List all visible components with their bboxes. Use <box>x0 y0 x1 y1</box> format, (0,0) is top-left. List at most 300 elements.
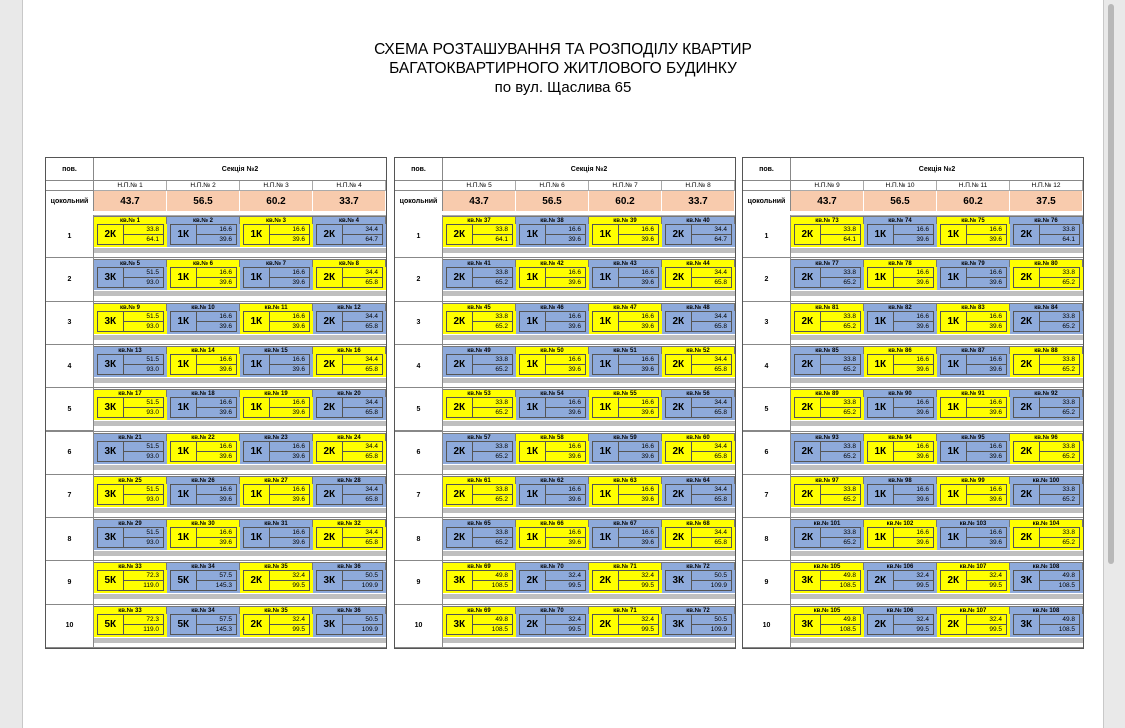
total-area: 119.0 <box>143 625 159 633</box>
floor-divider <box>46 604 386 605</box>
total-area: 39.6 <box>292 452 305 460</box>
apartment-cell <box>794 441 861 462</box>
apartment-cell <box>243 354 310 375</box>
living-area: 50.5 <box>692 571 731 581</box>
apartment-number: кв.№ 50 <box>516 346 589 354</box>
floor-number: 1 <box>46 215 94 258</box>
room-type: 5К <box>98 615 124 634</box>
section-table-3 <box>742 157 1084 649</box>
apartment-areas <box>270 485 309 504</box>
apartment-areas <box>692 355 731 374</box>
apartment-number: кв.№ 43 <box>589 259 662 267</box>
apartment-cell <box>665 311 732 332</box>
total-area: 65.2 <box>1062 365 1075 373</box>
living-area: 34.4 <box>343 398 382 408</box>
total-area: 99.5 <box>916 582 929 590</box>
apartment-areas <box>343 571 382 590</box>
living-area: 49.8 <box>1040 615 1079 625</box>
room-type: 2К <box>795 442 821 461</box>
apartment-areas <box>894 528 933 547</box>
apartment-areas <box>270 528 309 547</box>
total-area: 64.7 <box>714 236 727 243</box>
living-area: 16.6 <box>197 528 236 538</box>
apartment-cell <box>794 614 861 635</box>
apartment-number: кв.№ 104 <box>1010 519 1083 527</box>
section-table-1 <box>45 157 387 649</box>
room-type: 2К <box>317 225 343 244</box>
room-type: 2К <box>941 615 967 634</box>
apartment-areas <box>124 398 163 417</box>
apartment-number: кв.№ 107 <box>937 606 1010 614</box>
room-type: 1К <box>171 398 197 417</box>
apartment-cell <box>1013 224 1080 245</box>
apartment-cell <box>316 311 383 332</box>
living-area: 16.6 <box>619 225 658 235</box>
living-area: 33.8 <box>1040 355 1079 365</box>
total-area: 65.2 <box>843 409 856 417</box>
living-area: 32.4 <box>967 571 1006 581</box>
apartment-number: кв.№ 99 <box>937 476 1010 484</box>
apartment-areas <box>894 571 933 590</box>
total-area: 39.6 <box>916 322 929 330</box>
apartment-number: кв.№ 16 <box>313 346 386 354</box>
living-area: 16.6 <box>197 398 236 408</box>
np-label: Н.П.№ 5 <box>443 181 516 191</box>
living-area: 16.6 <box>270 398 309 408</box>
total-area: 39.6 <box>568 365 581 373</box>
apartment-number: кв.№ 86 <box>864 346 937 354</box>
apartment-areas <box>894 398 933 417</box>
apartment-areas <box>270 268 309 287</box>
apartment-areas <box>619 398 658 417</box>
living-area: 34.4 <box>692 225 731 235</box>
apartment-cell <box>592 527 659 548</box>
room-type: 2К <box>666 528 692 547</box>
living-area: 16.6 <box>619 312 658 322</box>
total-area: 64.1 <box>843 236 856 243</box>
floor-divider <box>395 387 735 388</box>
apartment-areas <box>619 355 658 374</box>
apartment-number: кв.№ 26 <box>167 476 240 484</box>
total-area: 39.6 <box>219 409 232 417</box>
room-type: 2К <box>447 485 473 504</box>
living-area: 49.8 <box>821 615 860 625</box>
apartment-cell <box>243 224 310 245</box>
apartment-cell <box>592 311 659 332</box>
floor-separator <box>443 335 735 340</box>
apartment-number: кв.№ 88 <box>1010 346 1083 354</box>
apartment-number: кв.№ 37 <box>443 216 516 224</box>
apartment-areas <box>546 268 585 287</box>
apartment-cell <box>243 614 310 635</box>
apartment-number: кв.№ 21 <box>94 433 167 441</box>
np-row-spacer <box>395 181 443 191</box>
apartment-cell <box>794 311 861 332</box>
total-area: 109.9 <box>361 582 378 590</box>
apartment-cell <box>97 527 164 548</box>
total-area: 109.9 <box>361 625 378 633</box>
living-area: 51.5 <box>124 398 163 408</box>
living-area: 33.8 <box>1040 398 1079 408</box>
room-type: 2К <box>795 528 821 547</box>
apartment-cell <box>243 570 310 591</box>
apartment-areas <box>1040 268 1079 287</box>
living-area: 16.6 <box>894 485 933 495</box>
living-area: 33.8 <box>821 312 860 322</box>
total-area: 39.6 <box>568 409 581 417</box>
apartment-number: кв.№ 36 <box>313 606 386 614</box>
apartment-areas <box>124 268 163 287</box>
apartment-cell <box>97 311 164 332</box>
living-area: 33.8 <box>124 225 163 235</box>
room-type: 2К <box>317 398 343 417</box>
total-area: 65.2 <box>495 409 508 417</box>
living-area: 16.6 <box>894 528 933 538</box>
floor-column-header: пов. <box>395 158 443 181</box>
apartment-cell <box>170 484 237 505</box>
living-area: 33.8 <box>821 398 860 408</box>
total-area: 108.5 <box>1058 582 1075 590</box>
living-area: 34.4 <box>692 355 731 365</box>
floor-separator <box>791 465 1083 470</box>
room-type: 5К <box>171 615 197 634</box>
apartment-number: кв.№ 52 <box>662 346 735 354</box>
apartment-cell <box>97 570 164 591</box>
apartment-number: кв.№ 71 <box>589 606 662 614</box>
apartment-cell <box>97 397 164 418</box>
apartment-areas <box>197 225 236 244</box>
living-area: 32.4 <box>619 571 658 581</box>
apartment-cell <box>170 354 237 375</box>
room-type: 2К <box>795 268 821 287</box>
apartment-areas <box>821 268 860 287</box>
total-area: 99.5 <box>989 582 1002 590</box>
living-area: 49.8 <box>473 571 512 581</box>
living-area: 32.4 <box>270 615 309 625</box>
room-type: 2К <box>244 615 270 634</box>
np-label: Н.П.№ 3 <box>240 181 313 191</box>
living-area: 51.5 <box>124 528 163 538</box>
floor-column-header: пов. <box>46 158 94 181</box>
total-area: 65.8 <box>714 409 727 417</box>
apartment-number: кв.№ 2 <box>167 216 240 224</box>
total-area: 39.6 <box>641 539 654 547</box>
vertical-scrollbar[interactable] <box>1108 4 1114 564</box>
floor-divider <box>395 344 735 345</box>
living-area: 16.6 <box>270 442 309 452</box>
floor-number: 4 <box>46 345 94 388</box>
total-area: 39.6 <box>219 539 232 547</box>
apartment-cell <box>665 224 732 245</box>
floor-divider <box>46 517 386 518</box>
living-area: 32.4 <box>270 571 309 581</box>
living-area: 32.4 <box>546 571 585 581</box>
np-area: 43.7 <box>94 191 167 211</box>
apartment-number: кв.№ 105 <box>791 562 864 570</box>
apartment-areas <box>821 225 860 244</box>
apartment-number: кв.№ 29 <box>94 519 167 527</box>
apartment-cell <box>316 397 383 418</box>
room-type: 2К <box>1014 312 1040 331</box>
room-type: 2К <box>1014 225 1040 244</box>
apartment-areas <box>619 615 658 634</box>
total-area: 99.5 <box>641 582 654 590</box>
apartment-cell <box>592 441 659 462</box>
living-area: 33.8 <box>821 225 860 235</box>
apartment-number: кв.№ 89 <box>791 389 864 397</box>
apartment-areas <box>473 355 512 374</box>
apartment-cell <box>243 267 310 288</box>
floor-divider <box>743 517 1083 518</box>
apartment-cell <box>170 441 237 462</box>
apartment-areas <box>343 312 382 331</box>
total-area: 108.5 <box>839 625 856 633</box>
room-type: 1К <box>593 398 619 417</box>
living-area: 51.5 <box>124 442 163 452</box>
apartment-number: кв.№ 74 <box>864 216 937 224</box>
apartment-number: кв.№ 80 <box>1010 259 1083 267</box>
apartment-areas <box>1040 355 1079 374</box>
room-type: 2К <box>666 485 692 504</box>
living-area: 34.4 <box>343 442 382 452</box>
living-area: 33.8 <box>473 268 512 278</box>
apartment-areas <box>124 615 163 634</box>
total-area: 65.2 <box>1062 409 1075 417</box>
apartment-number: кв.№ 11 <box>240 303 313 311</box>
apartment-number: кв.№ 45 <box>443 303 516 311</box>
floor-separator <box>443 594 735 599</box>
apartment-number: кв.№ 103 <box>937 519 1010 527</box>
floor-number: 7 <box>743 475 791 518</box>
room-type: 1К <box>593 442 619 461</box>
apartment-cell <box>519 441 586 462</box>
total-area: 39.6 <box>219 236 232 243</box>
floor-number: 4 <box>743 345 791 388</box>
apartment-number: кв.№ 70 <box>516 562 589 570</box>
total-area: 145.3 <box>215 582 232 590</box>
living-area: 50.5 <box>343 615 382 625</box>
apartment-areas <box>197 528 236 547</box>
apartment-number: кв.№ 95 <box>937 433 1010 441</box>
total-area: 39.6 <box>989 495 1002 503</box>
total-area: 65.2 <box>495 452 508 460</box>
living-area: 34.4 <box>343 268 382 278</box>
total-area: 99.5 <box>568 582 581 590</box>
total-area: 39.6 <box>219 365 232 373</box>
apartment-cell <box>97 354 164 375</box>
apartment-areas <box>1040 225 1079 244</box>
total-area: 65.2 <box>843 495 856 503</box>
room-type: 3К <box>317 615 343 634</box>
total-area: 93.0 <box>146 409 159 417</box>
room-type: 1К <box>520 442 546 461</box>
room-type: 1К <box>244 225 270 244</box>
apartment-cell <box>867 484 934 505</box>
apartment-number: кв.№ 35 <box>240 606 313 614</box>
floor-divider <box>395 301 735 302</box>
apartment-areas <box>546 528 585 547</box>
total-area: 39.6 <box>989 279 1002 287</box>
total-area: 39.6 <box>292 539 305 547</box>
apartment-number: кв.№ 18 <box>167 389 240 397</box>
living-area: 49.8 <box>1040 571 1079 581</box>
apartment-areas <box>894 312 933 331</box>
living-area: 16.6 <box>619 268 658 278</box>
floor-number: 5 <box>395 388 443 431</box>
total-area: 39.6 <box>641 365 654 373</box>
floor-divider <box>395 604 735 605</box>
apartment-number: кв.№ 106 <box>864 606 937 614</box>
total-area: 39.6 <box>292 495 305 503</box>
apartment-areas <box>894 355 933 374</box>
total-area: 39.6 <box>916 365 929 373</box>
total-area: 65.2 <box>843 279 856 287</box>
np-area: 43.7 <box>443 191 516 211</box>
living-area: 16.6 <box>546 225 585 235</box>
living-area: 33.8 <box>821 528 860 538</box>
apartment-areas <box>473 571 512 590</box>
room-type: 1К <box>171 312 197 331</box>
living-area: 16.6 <box>270 225 309 235</box>
apartment-cell <box>867 354 934 375</box>
apartment-areas <box>894 442 933 461</box>
apartment-areas <box>692 571 731 590</box>
apartment-areas <box>821 312 860 331</box>
apartment-cell <box>316 614 383 635</box>
np-area: 56.5 <box>167 191 240 211</box>
apartment-cell <box>592 614 659 635</box>
living-area: 51.5 <box>124 268 163 278</box>
apartment-cell <box>940 527 1007 548</box>
total-area: 93.0 <box>146 452 159 460</box>
apartment-areas <box>546 571 585 590</box>
room-type: 2К <box>520 571 546 590</box>
total-area: 108.5 <box>491 582 508 590</box>
np-area: 37.5 <box>1010 191 1083 211</box>
apartment-cell <box>592 484 659 505</box>
apartment-cell <box>446 527 513 548</box>
living-area: 16.6 <box>894 268 933 278</box>
apartment-number: кв.№ 47 <box>589 303 662 311</box>
apartment-areas <box>692 225 731 244</box>
room-type: 2К <box>593 615 619 634</box>
apartment-number: кв.№ 106 <box>864 562 937 570</box>
np-label: Н.П.№ 2 <box>167 181 240 191</box>
room-type: 5К <box>98 571 124 590</box>
apartment-areas <box>343 615 382 634</box>
total-area: 65.8 <box>365 322 378 330</box>
room-type: 1К <box>868 398 894 417</box>
apartment-number: кв.№ 90 <box>864 389 937 397</box>
total-area: 108.5 <box>1058 625 1075 633</box>
np-label: Н.П.№ 4 <box>313 181 386 191</box>
living-area: 33.8 <box>1040 528 1079 538</box>
total-area: 65.2 <box>495 539 508 547</box>
apartment-cell <box>1013 527 1080 548</box>
total-area: 39.6 <box>641 409 654 417</box>
total-area: 108.5 <box>839 582 856 590</box>
apartment-number: кв.№ 108 <box>1010 562 1083 570</box>
apartment-cell <box>316 224 383 245</box>
apartment-cell <box>97 224 164 245</box>
room-type: 2К <box>593 571 619 590</box>
total-area: 65.2 <box>843 539 856 547</box>
apartment-areas <box>1040 312 1079 331</box>
living-area: 16.6 <box>967 398 1006 408</box>
apartment-number: кв.№ 65 <box>443 519 516 527</box>
floor-number: 8 <box>743 518 791 561</box>
total-area: 39.6 <box>568 452 581 460</box>
apartment-number: кв.№ 108 <box>1010 606 1083 614</box>
living-area: 33.8 <box>473 528 512 538</box>
np-label: Н.П.№ 6 <box>516 181 589 191</box>
apartment-cell <box>665 397 732 418</box>
living-area: 16.6 <box>197 485 236 495</box>
living-area: 34.4 <box>692 528 731 538</box>
apartment-areas <box>619 528 658 547</box>
living-area: 16.6 <box>967 442 1006 452</box>
apartment-number: кв.№ 102 <box>864 519 937 527</box>
apartment-cell <box>1013 311 1080 332</box>
room-type: 2К <box>447 225 473 244</box>
apartment-cell <box>519 527 586 548</box>
living-area: 32.4 <box>967 615 1006 625</box>
apartment-number: кв.№ 76 <box>1010 216 1083 224</box>
apartment-number: кв.№ 101 <box>791 519 864 527</box>
apartment-number: кв.№ 5 <box>94 259 167 267</box>
apartment-cell <box>940 354 1007 375</box>
apartment-cell <box>243 311 310 332</box>
living-area: 33.8 <box>821 268 860 278</box>
room-type: 2К <box>1014 528 1040 547</box>
apartment-number: кв.№ 1 <box>94 216 167 224</box>
apartment-cell <box>97 484 164 505</box>
floor-divider <box>46 560 386 561</box>
apartment-cell <box>316 570 383 591</box>
floor-separator <box>791 508 1083 513</box>
apartment-areas <box>197 398 236 417</box>
total-area: 65.2 <box>1062 452 1075 460</box>
np-label: Н.П.№ 7 <box>589 181 662 191</box>
np-area: 33.7 <box>313 191 386 211</box>
living-area: 16.6 <box>546 398 585 408</box>
apartment-number: кв.№ 69 <box>443 562 516 570</box>
title-line-2: БАГАТОКВАРТИРНОГО ЖИТЛОВОГО БУДИНКУ <box>389 60 737 77</box>
room-type: 1К <box>941 355 967 374</box>
floor-divider <box>743 560 1083 561</box>
floor-number: 7 <box>395 475 443 518</box>
room-type: 1К <box>171 225 197 244</box>
total-area: 39.6 <box>641 322 654 330</box>
floor-number: 8 <box>46 518 94 561</box>
room-type: 1К <box>244 355 270 374</box>
living-area: 16.6 <box>546 485 585 495</box>
total-area: 39.6 <box>916 236 929 243</box>
apartment-areas <box>1040 615 1079 634</box>
apartment-number: кв.№ 28 <box>313 476 386 484</box>
living-area: 34.4 <box>692 312 731 322</box>
apartment-areas <box>1040 571 1079 590</box>
living-area: 16.6 <box>270 485 309 495</box>
apartment-number: кв.№ 72 <box>662 606 735 614</box>
apartment-cell <box>665 484 732 505</box>
room-type: 3К <box>98 355 124 374</box>
apartment-cell <box>316 267 383 288</box>
apartment-number: кв.№ 31 <box>240 519 313 527</box>
apartment-cell <box>97 614 164 635</box>
apartment-number: кв.№ 35 <box>240 562 313 570</box>
apartment-number: кв.№ 79 <box>937 259 1010 267</box>
